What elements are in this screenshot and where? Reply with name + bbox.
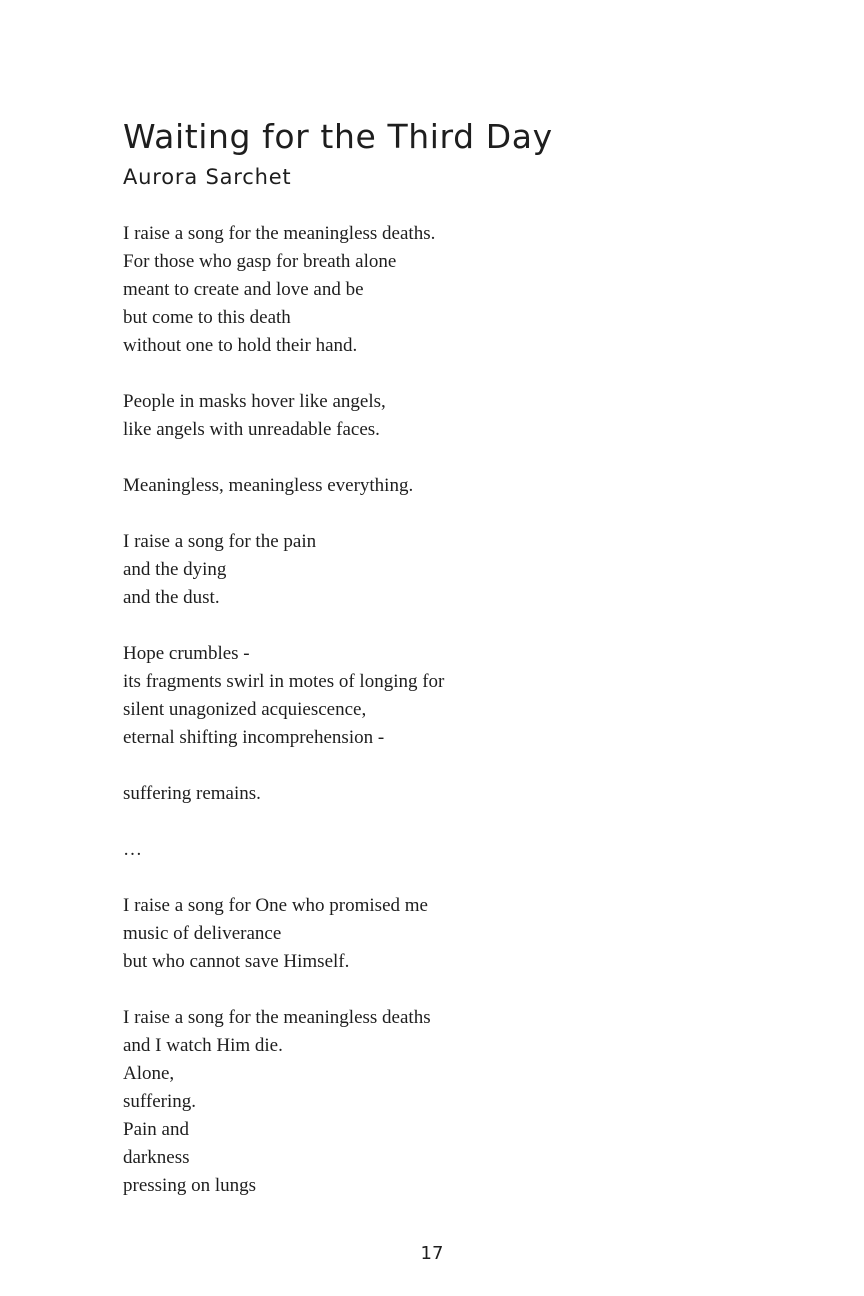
- poem-line: Pain and: [123, 1119, 189, 1140]
- poem-line: darkness: [123, 1147, 190, 1168]
- poem-author: Aurora Sarchet: [123, 165, 292, 189]
- page-number: 17: [420, 1243, 444, 1264]
- stanza: [123, 220, 763, 360]
- stanza: [123, 780, 763, 808]
- poem-line: Alone,: [123, 1063, 175, 1084]
- poem-line: Meaningless, meaningless everything.: [123, 475, 414, 496]
- stanza: [123, 1004, 763, 1200]
- stanza: [123, 472, 763, 500]
- poem-line: Hope crumbles -: [123, 643, 250, 664]
- poem-line: and I watch Him die.: [123, 1035, 283, 1056]
- poem-line: but come to this death: [123, 307, 291, 328]
- poem-line: but who cannot save Himself.: [123, 951, 350, 972]
- poem-line: For those who gasp for breath alone: [123, 251, 397, 272]
- poem-line: People in masks hover like angels,: [123, 391, 386, 412]
- stanza: [123, 640, 763, 752]
- poem-line: pressing on lungs: [123, 1175, 256, 1196]
- stanza: [123, 528, 763, 612]
- poem-line: without one to hold their hand.: [123, 335, 358, 356]
- poem-line: its fragments swirl in motes of longing for: [123, 671, 445, 692]
- poem-line: I raise a song for the meaningless deaths: [123, 1007, 431, 1028]
- poem-line: and the dust.: [123, 587, 220, 608]
- stanza: [123, 836, 763, 864]
- poem-title: Waiting for the Third Day: [123, 117, 553, 156]
- poem-line: I raise a song for the pain: [123, 531, 317, 552]
- poem-body: [123, 220, 763, 1200]
- poem-line: I raise a song for the meaningless deaths.: [123, 223, 436, 244]
- stanza: [123, 892, 763, 976]
- ellipsis-separator: …: [123, 839, 142, 860]
- stanza: [123, 388, 763, 444]
- poem-line: suffering remains.: [123, 783, 261, 804]
- poem-line: eternal shifting incomprehension -: [123, 727, 385, 748]
- poem-line: like angels with unreadable faces.: [123, 419, 380, 440]
- poem-line: silent unagonized acquiescence,: [123, 699, 367, 720]
- poem-line: meant to create and love and be: [123, 279, 364, 300]
- poem-line: and the dying: [123, 559, 227, 580]
- poem-line: music of deliverance: [123, 923, 282, 944]
- poem-line: suffering.: [123, 1091, 196, 1112]
- poem-line: I raise a song for One who promised me: [123, 895, 428, 916]
